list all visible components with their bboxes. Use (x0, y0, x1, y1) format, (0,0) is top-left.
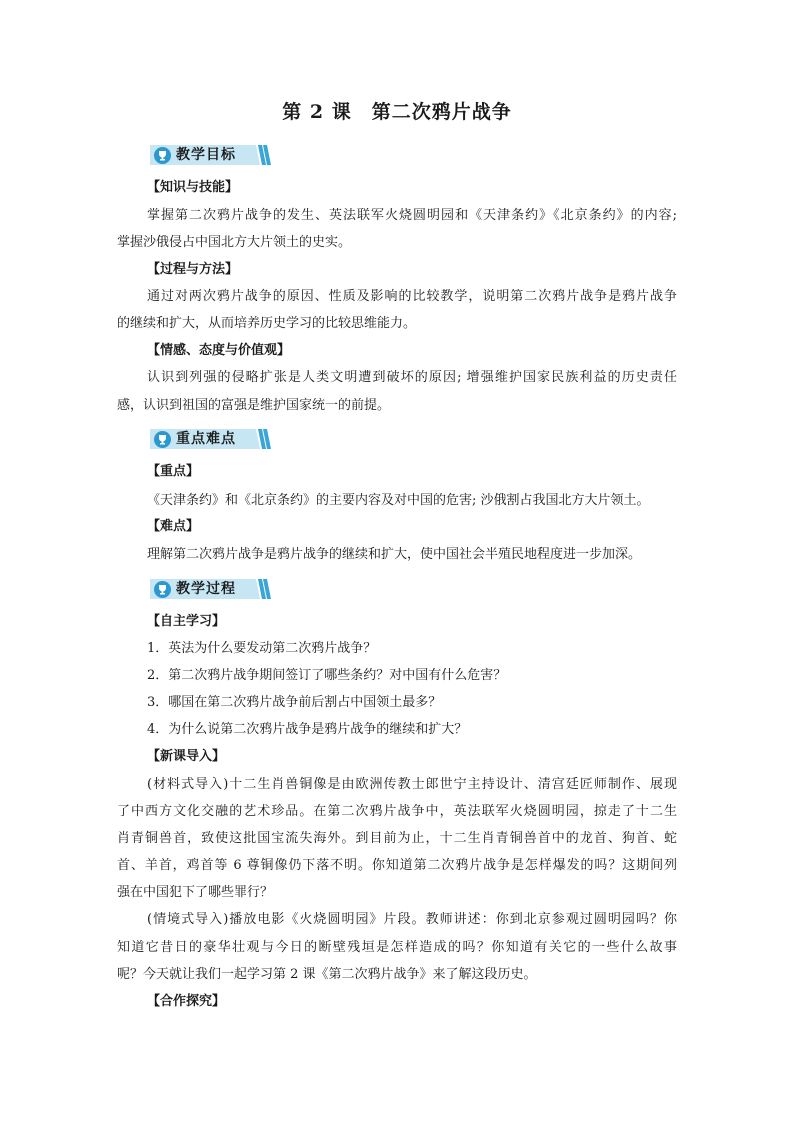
objectives-banner-label: 教学目标 (176, 147, 236, 163)
lesson-title: 第 2 课 第二次鸦片战争 (282, 101, 512, 123)
trophy-icon (154, 147, 171, 164)
keypoints-banner-label: 重点难点 (176, 431, 236, 447)
intro-text: 知道它昔日的豪华壮观与今日的断壁残垣是怎样造成的吗？你知道有关它的一些什么故事 (117, 940, 677, 955)
difficult-heading: 【难点】 (147, 519, 200, 534)
emotion-heading: 【情感、态度与价值观】 (147, 343, 291, 358)
process-method-text: 的继续和扩大，从而培养历史学习的比较思维能力。 (117, 316, 417, 331)
trophy-icon (154, 581, 171, 598)
trophy-icon (154, 431, 171, 448)
intro-text: 首、羊首，鸡首等 6 尊铜像仍下落不明。你知道第二次鸦片战争是怎样爆发的吗？这期间列 (117, 858, 677, 873)
question-item: 4．为什么说第二次鸦片战争是鸦片战争的继续和扩大？ (147, 722, 468, 737)
process-method-heading: 【过程与方法】 (147, 262, 239, 277)
knowledge-text: 掌握沙俄侵占中国北方大片领土的史实。 (117, 235, 352, 250)
knowledge-text: 掌握第二次鸦片战争的发生、英法联军火烧圆明园和《天津条约》《北京条约》的内容; (147, 208, 677, 223)
keypoints-banner (150, 427, 272, 451)
intro-text: 强在中国犯下了哪些罪行？ (117, 885, 274, 900)
knowledge-heading: 【知识与技能】 (147, 180, 239, 195)
process-banner (150, 577, 272, 601)
cooperation-heading: 【合作探究】 (147, 994, 226, 1009)
objectives-banner (150, 143, 272, 167)
question-item: 2．第二次鸦片战争期间签订了哪些条约？对中国有什么危害？ (147, 668, 507, 683)
intro-text: 呢？今天就让我们一起学习第 2 课《第二次鸦片战争》来了解这段历史。 (117, 967, 537, 982)
intro-heading: 【新课导入】 (147, 749, 226, 764)
intro-text: 肖青铜兽首，致使这批国宝流失海外。到目前为止，十二生肖青铜兽首中的龙首、狗首、蛇 (117, 831, 677, 846)
self-study-heading: 【自主学习】 (147, 614, 226, 629)
key-heading: 【重点】 (147, 464, 200, 479)
emotion-text: 认识到列强的侵略扩张是人类文明遭到破坏的原因; 增强维护国家民族利益的历史责任 (147, 370, 677, 385)
emotion-text: 感，认识到祖国的富强是维护国家统一的前提。 (117, 398, 391, 413)
intro-text: (材料式导入)十二生肖兽铜像是由欧洲传教士郎世宁主持设计、清宫廷匠师制作、展现 (147, 777, 677, 792)
intro-text: 了中西方文化交融的艺术珍品。在第二次鸦片战争中，英法联军火烧圆明园，掠走了十二生 (117, 804, 677, 819)
process-method-text: 通过对两次鸦片战争的原因、性质及影响的比较教学，说明第二次鸦片战争是鸦片战争 (147, 289, 677, 304)
question-item: 1．英法为什么要发动第二次鸦片战争？ (147, 641, 377, 656)
key-text: 《天津条约》和《北京条约》的主要内容及对中国的危害; 沙俄割占我国北方大片领土。 (147, 493, 650, 508)
process-banner-label: 教学过程 (176, 581, 236, 597)
question-item: 3．哪国在第二次鸦片战争前后割占中国领土最多？ (147, 695, 442, 710)
difficult-text: 理解第二次鸦片战争是鸦片战争的继续和扩大，使中国社会半殖民地程度进一步加深。 (147, 547, 642, 562)
intro-text: (情境式导入)播放电影《火烧圆明园》片段。教师讲述：你到北京参观过圆明园吗？你 (147, 912, 677, 927)
